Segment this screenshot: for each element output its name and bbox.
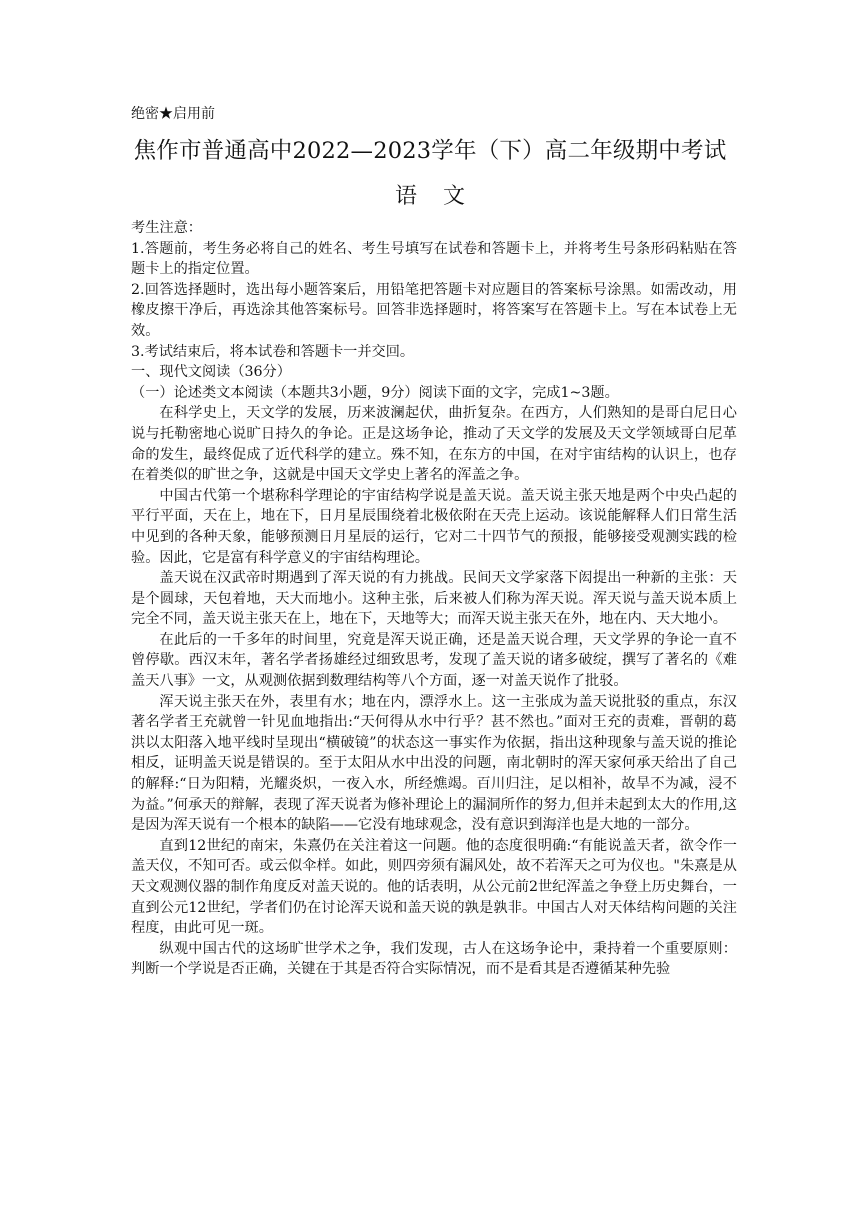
notice-item-3: 3.考试结束后，将本试卷和答题卡一并交回。 <box>131 343 415 360</box>
passage-paragraph-2: 中国古代第一个堪称科学理论的宇宙结构学说是盖天说。盖天说主张天地是两个中央凸起的平行平面，天在上，地在下，日月星辰围绕着北极依附在天壳上运动。该说能解释人们日常生活中见到的各种天象，能够预测日月星辰的运行，它对二十四节气的预报，能够接受观测实践的检验。因此，它是富有科学意义的宇宙结构理论。 <box>131 487 737 566</box>
passage-paragraph-4: 在此后的一千多年的时间里，究竟是浑天说正确，还是盖天说合理，天文学界的争论一直不曾停歇。西汉末年，著名学者扬雄经过细致思考，发现了盖天说的诸多破绽，撰写了著名的《难盖天八事》一文，从观测依据到数理结构等八个方面，逐一对盖天说作了批驳。 <box>131 631 737 690</box>
exam-title: 焦作市普通高中2022—2023学年（下）高二年级期中考试 <box>133 138 727 164</box>
notice-heading: 考生注意： <box>131 220 202 236</box>
confidential-label: 绝密★启用前 <box>131 106 215 122</box>
passage-paragraph-1: 在科学史上，天文学的发展，历来波澜起伏，曲折复杂。在西方，人们熟知的是哥白尼日心说与托勒密地心说旷日持久的争论。正是这场争论，推动了天文学的发展及天文学领域哥白尼革命的发生，最终促成了近代科学的建立。殊不知，在东方的中国，在对宇宙结构的认识上，也存在着类似的旷世之争，这就是中国天文学史上著名的浑盖之争。 <box>131 405 737 484</box>
notice-item-2: 2.回答选择题时，选出每小题答案后，用铅笔把答题卡对应题目的答案标号涂黑。如需改动，用橡皮擦干净后，再选涂其他答案标号。回答非选择题时，将答案写在答题卡上。写在本试卷上无效。 <box>131 281 737 339</box>
section-subheading: （一）论述类文本阅读（本题共3小题，9分）阅读下面的文字，完成1~3题。 <box>131 384 619 401</box>
exam-body <box>131 218 737 980</box>
passage-paragraph-5: 浑天说主张天在外，表里有水；地在内，漂浮水上。这一主张成为盖天说批驳的重点，东汉著名学者王充就曾一针见血地指出:“天何得从水中行乎？甚不然也。”面对王充的责难，晋朝的葛洪以太阳落入地平线时呈现出“横破镜”的状态这一事实作为依据，指出这种现象与盖天说的推论相反，证明盖天说是错误的。至于太阳从水中出没的问题，南北朝时的浑天家何承天给出了自己的解释:“日为阳精，光耀炎炽，一夜入水，所经燋竭。百川归注，足以相补，故旱不为减，浸不为益。”何承天的辩解，表现了浑天说者为修补理论上的漏洞所作的努力,但并未起到太大的作用,这是因为浑天说有一个根本的缺陷——它没有地球观念，没有意识到海洋也是大地的一部分。 <box>131 693 737 834</box>
passage-paragraph-3: 盖天说在汉武帝时期遇到了浑天说的有力挑战。民间天文学家落下闳提出一种新的主张：天是个圆球，天包着地，天大而地小。这种主张，后来被人们称为浑天说。浑天说与盖天说本质上完全不同，盖天说主张天在上，地在下，天地等大；而浑天说主张天在外，地在内、天大地小。 <box>131 570 737 628</box>
passage-paragraph-6: 直到12世纪的南宋，朱熹仍在关注着这一问题。他的态度很明确:“有能说盖天者，欲令作一盖天仪，不知可否。或云似伞样。如此，则四旁须有漏风处，故不若浑天之可为仪也。"朱熹是从天文观测仪器的制作角度反对盖天说的。他的话表明，从公元前2世纪浑盖之争登上历史舞台，一直到公元12世纪，学者们仍在讨论浑天说和盖天说的孰是孰非。中国古人对天体结构问题的关注程度，由此可见一斑。 <box>131 837 737 937</box>
passage-paragraph-7: 纵观中国古代的这场旷世学术之争，我们发现，古人在这场争论中，秉持着一个重要原则：判断一个学说是否正确，关键在于其是否符合实际情况，而不是看其是否遵循某种先验 <box>131 940 737 978</box>
notice-item-1: 1.答题前，考生务必将自己的姓名、考生号填写在试卷和答题卡上，并将考生号条形码粘贴在答题卡上的指定位置。 <box>131 240 737 278</box>
subject-title: 语文 <box>394 184 491 209</box>
section-heading: 一、现代文阅读（36分） <box>131 364 291 381</box>
